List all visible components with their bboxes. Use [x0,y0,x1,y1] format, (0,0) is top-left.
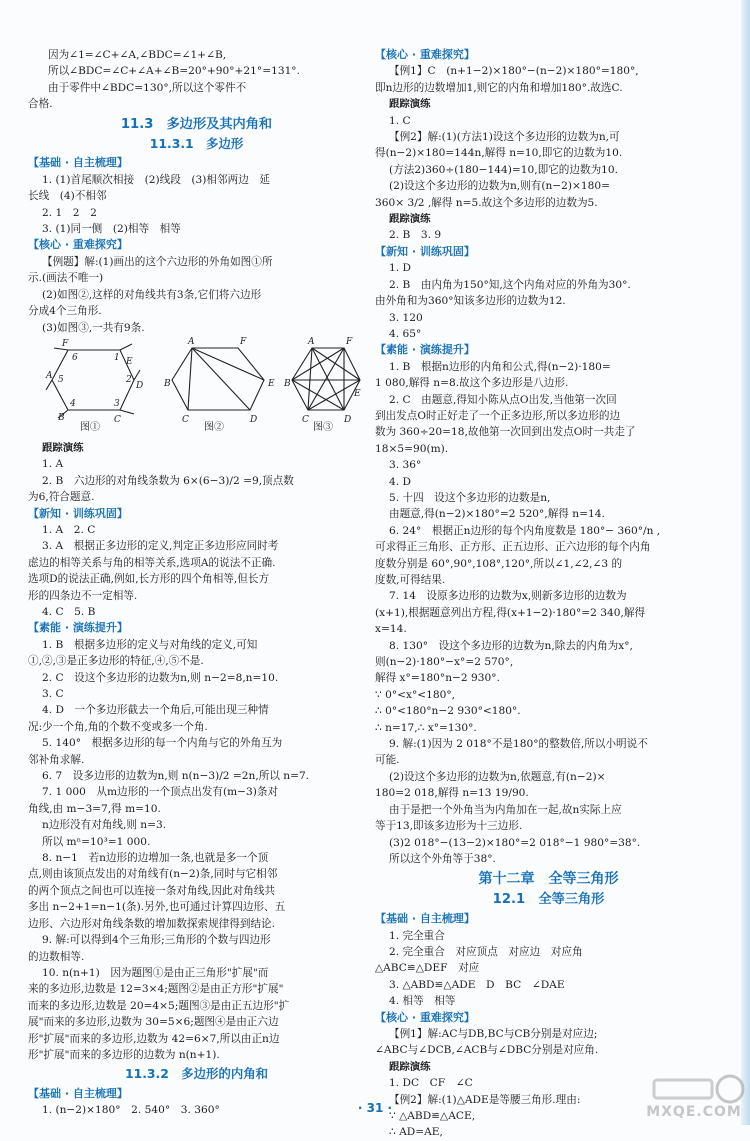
text-line: 1. DC CF ∠C [389,1077,473,1090]
fig2-diagonal-2 [192,348,250,410]
text-line: 4. C 5. B [42,605,96,618]
text-line: 即n边形的边数增加1,则它的内角和增加180°.故选C. [375,81,623,94]
text-line: 所以∠BDC=∠C+∠A+∠B=20°+90°+21°=131°. [48,65,300,78]
text-line: 7. 14 设原多边形的边数为x,则新多边形的边数为 [389,590,627,603]
fig1-label: A [46,370,53,381]
text-line: ∴ AD=AE, [389,1126,443,1139]
watermark-logo [640,1074,748,1122]
fig2-label: D [250,414,258,425]
text-line: 【例题】解:(1)画出的这个六边形的外角如图①所 [42,255,273,268]
text-line: 1. B 根据多边形的定义与对角线的定义,可知 [42,638,258,651]
section-heading: 11.3 多边形及其内角和 [120,116,273,132]
text-line: 到出发点O时正好走了一个正多边形,所以多边形的边 [375,409,621,422]
text-line: 来的多边形,边数是 12=3×4;题图②是由正方形"扩展" [28,983,284,996]
text-line: 5. 十四 设这个多边形的边数是n, [389,491,551,504]
practice-heading: 跟踪演练 [389,213,431,226]
text-line: 而来的多边形,边数是 20=4×5;题图③是由正五边形"扩 [28,999,290,1012]
subsection-heading: 11.3.2 多边形的内角和 [124,1066,269,1082]
text-line: 5. 140° 根据多边形的每一个内角与它的外角互为 [42,737,283,750]
text-line: 由题意,得(n−2)×180°=2 520°,解得 n=14. [389,508,605,521]
section-tag-line [28,506,365,522]
text-line: 9. 解:(1)因为 2 018°不是180°的整数倍,所以小明说不 [389,738,648,751]
text-line: 1. (1)首尾顺次相接 (2)线段 (3)相邻两边 延 [42,173,270,186]
text-line: ∠ABC与∠DCB,∠ACB与∠DBC分别是对应角. [375,1044,599,1057]
section-tag-line [28,1086,365,1102]
text-line: (x+1),根据题意列出方程,得(x+1−2)·180°=2 340,解得 [375,606,646,619]
text-line: 8. 130° 设这个多边形的边数为n,除去的内角为x°, [389,639,633,652]
fig2-label: C [182,414,189,425]
section-tag-line [375,342,722,358]
section-tag-line [28,237,365,253]
section-tag-line [375,244,722,260]
text-line: ∵ △ABD≌△ACE, [389,1110,476,1122]
section-tag: 【素能 · 演练提升】 [28,621,128,635]
text-line: 1. B 根据n边形的内角和公式,得(n−2)·180= [389,360,611,373]
fig2-label: B [164,378,171,389]
text-line: x=14. [375,623,407,636]
text-line: 况:少一个角,角的个数不变或多一个角. [28,720,208,733]
text-line: 等于13,即该多边形为十三边形. [375,820,523,833]
text-line: 为6,符合题意. [28,491,95,504]
hexagon-1 [52,350,134,410]
fig1-extension-1 [120,344,132,350]
section-tag: 【核心 · 重难探究】 [375,1010,475,1024]
text-line: 2. C 设这个多边形的边数为n,则 n−2=8,n=10. [42,671,279,684]
text-line: 【例2】解:(1)(方法1)设这个多边形的边数为n,可 [389,131,620,144]
text-line: (2)如图②,这样的对角线共有3条,它们将六边形 [42,288,262,301]
page-edge-strip [741,0,750,1125]
text-line: 由于是把一个外角当为内角加在一起,故n实际上应 [389,803,622,816]
text-line: 虑边的相等关系与角的相等关系,选项A的说法不正确. [28,556,276,569]
text-line: 3. △ABD≌△ADE D BC ∠DAE [389,978,565,991]
text-line: 长线 (4)不相邻 [28,190,107,203]
fig3-label: E [354,388,361,399]
text-line: 所以这个外角等于38°. [389,852,496,865]
section-tag: 【核心 · 重难探究】 [375,48,475,61]
left-column [28,47,365,1119]
text-line: 解得 x°=180°n−2 930°. [375,672,500,685]
section-tag-line [28,620,365,636]
text-line: 1. C [389,114,411,127]
text-line: 3. A 根据正多边形的定义,判定正多边形应同时考 [42,540,279,553]
fig2-label: A [188,336,195,347]
text-line: (3)如图③,一共有9条. [42,321,145,334]
text-line: 形的四条边不一定相等. [28,589,138,602]
section-heading: 12.1 全等三角形 [492,891,605,907]
text-line: 1. (n−2)×180° 2. 540° 3. 360° [42,1104,220,1117]
figure-caption-1: 图① [80,421,100,433]
fig2-label: E [268,378,275,389]
section-tag: 【新知 · 训练巩固】 [28,506,128,520]
text-line: 18×5=90(m). [375,442,449,455]
text-line: 2. 完全重合 对应顶点 对应边 对应角 [389,945,583,958]
practice-heading: 跟踪演练 [389,1060,431,1073]
fig2-diagonal-3 [192,348,264,380]
section-tag-line [28,155,365,171]
watermark-text: MXQE.COM [646,1104,742,1120]
text-line: (方法2)360÷(180−144)=10,即它的边数为10. [389,163,619,176]
section-tag-line [375,1010,722,1026]
text-line: 示.(画法不唯一) [28,272,104,285]
text-line: 邻补角求解. [28,753,85,766]
subsection-heading: 11.3.1 多边形 [149,136,244,152]
text-line: 4. D [389,475,411,488]
text-line: 360× 3/2 ,解得 n=5.故这个多边形的边数为5. [375,196,598,209]
text-line: 可求得正三角形、正方形、正五边形、正六边形的每个内角 [375,541,651,554]
text-line: 点,则由该顶点发出的对角线有(n−2)条,同时与它相邻 [28,868,278,881]
text-line: 7. 1 000 从m边形的一个顶点出发有(m−3)条对 [42,786,279,799]
text-line: 1. D [389,262,411,275]
text-line: 【例1】C (n+1−2)×180°−(n−2)×180°=180°, [389,65,639,78]
text-line: 10. n(n+1) 因为题图①是由正三角形"扩展"而 [42,966,269,979]
section-tag: 【基础 · 自主梳理】 [28,1086,128,1100]
practice-heading: 跟踪演练 [42,441,84,454]
text-line: 8. n−1 若n边形的边增加一条,也就是多一个顶 [42,852,269,865]
right-column [375,47,722,1141]
text-line: 3. (1)同一侧 (2)相等 相等 [42,223,181,236]
text-line: (2)设这个多边形的边数为n,依题意,有(n−2)× [389,770,606,783]
section-tag: 【核心 · 重难探究】 [28,238,128,252]
fig1-angle-label: 2 [126,374,132,385]
fig3-label: A [308,336,315,347]
text-line: 4. 65° [389,327,422,340]
section-tag: 【新知 · 训练巩固】 [375,244,475,258]
section-tag: 【素能 · 演练提升】 [375,343,475,357]
hexagon-figures [28,336,365,440]
text-line: ∴ n=17,∴ x°=130°. [375,721,477,734]
fig2-label: F [240,336,247,347]
text-line: 的边数相等. [28,950,85,963]
fig1-angle-label: 4 [70,398,76,409]
fig1-label: F [62,338,69,349]
hexagon-2 [172,348,264,410]
text-line: 的两个顶点之间也可以连接一条对角线,因此对角线共 [28,884,276,897]
fig3-label: B [284,378,291,389]
text-line: 2. B 由内角为150°知,这个内角对应的外角为30°. [389,278,631,291]
fig1-label: B [58,412,65,423]
text-line: 合格. [28,98,53,111]
text-line: 选项D的说法正确,例如,长方形的四个角相等,但长方 [28,573,270,586]
fig1-angle-label: 5 [58,374,64,385]
fig2-diagonal-1 [188,348,192,410]
text-line: 180=2 018,解得 n=13 19/90. [375,787,529,800]
text-line: 3. 36° [389,459,422,472]
text-line: 所以 mⁿ=10³=1 000. [42,835,151,848]
text-line: 2. B 六边形的对角线条数为 6×(6−3)/2 =9,顶点数 [42,474,294,487]
text-line: ∵ 0°<x°<180°, [375,688,456,701]
text-line: 则(n−2)·180°−x°=2 570°, [375,656,514,669]
text-line: 3. C [42,688,64,700]
text-line: 1. A [42,458,64,471]
text-line: 数为 360÷20=18,故他第一次回到出发点O时一共走了 [375,426,636,439]
section-tag: 【基础 · 自主梳理】 [375,912,475,926]
text-line: 分成4个三角形. [28,305,102,318]
fig1-label: C [114,414,121,425]
text-line: (2)设这个多边形的边数为n,则有(n−2)×180= [389,180,610,193]
text-line: 3. 120 [389,311,423,324]
text-line: n边形没有对角线,则 n=3. [42,819,167,832]
text-line: 【例1】解:AC与DB,BC与CB分别是对应边; [389,1027,598,1040]
fig1-extension-3 [120,410,134,414]
page-number: · 31 · [357,1101,393,1115]
fig3-label: C [302,414,309,425]
text-line: 4. 相等 相等 [389,995,456,1008]
text-line: 形"扩展"而来的多边形的边数为 n(n+1). [28,1048,220,1061]
text-line: 形"扩展"而来的多边形,边数为 42=6×7,所以由正n边 [28,1032,280,1045]
text-line: 1. A 2. C [42,523,96,536]
fig1-angle-label: 3 [114,398,120,409]
fig1-label: D [136,380,144,391]
fig1-angle-label: 6 [72,352,78,363]
text-line: 角线,由 m−3=7,得 m=10. [28,802,161,815]
text-line: 4. D 一个多边形截去一个角后,可能出现三种情 [42,704,269,717]
text-line: 边形、六边形对角线条数的增加数探索规律得到结论. [28,917,276,930]
fig1-label: E [126,356,133,367]
watermark-seal-icon [640,1074,748,1104]
text-line: 度数,可得结果. [375,574,446,586]
figure-caption-2: 图② [204,421,224,433]
practice-heading: 跟踪演练 [389,98,431,111]
fig1-extension-5 [46,380,52,390]
fig1-extension-2 [134,370,140,380]
section-tag: 【基础 · 自主梳理】 [28,156,128,170]
chapter-heading: 第十二章 全等三角形 [478,871,619,888]
text-line: 2. B 3. 9 [389,229,442,242]
text-line: 多出 n−2+1=n−1(条).另外,也可通过计算四边形、五 [28,901,286,914]
text-line: 2. C 由题意,得知小陈从点O出发,当他第一次回 [389,393,617,406]
text-line: 由于零件中∠BDC=130°,所以这个零件不 [48,81,247,94]
section-tag-line [375,911,722,927]
fig3-diagonal-1 [308,348,312,410]
fig3-label: D [344,414,352,425]
text-line: 6. 7 设多边形的边数为n,则 n(n−3)/2 =2n,所以 n=7. [42,770,310,783]
fig1-angle-label: 1 [114,352,120,363]
text-line: 可能. [375,754,400,767]
text-line: 因为∠1=∠C+∠A,∠BDC=∠1+∠B, [48,49,227,61]
text-line: ∴ 0°<180°n−2 930°<180°. [375,705,521,718]
text-line: 【例2】解:(1)△ADE是等腰三角形.理由: [389,1093,581,1106]
fig3-label: F [346,336,353,347]
text-line: 度数分别是 60°,90°,108°,120°,所以∠1,∠2,∠3 的 [375,557,623,570]
section-tag-line [375,47,722,63]
text-line: 1. 完全重合 [389,929,445,942]
text-line: △ABC≌△DEF 对应 [375,962,480,975]
text-line: ①,②,③是正多边形的特征,④,⑤不是. [28,655,204,668]
text-line: 1 080,解得 n=8.故这个多边形是八边形. [375,377,569,390]
text-line: (3)2 018°−(13−2)×180°=2 018°−1 980°=38°. [389,836,641,849]
text-line: 9. 解:可以得到4个三角形;三角形的个数与四边形 [42,934,271,947]
text-line: 得(n−2)×180=144n,解得 n=10,即它的边数为10. [375,147,623,160]
text-line: 由外角和为360°知该多边形的边数为12. [375,295,566,308]
text-line: 2. 1 2 2 [42,206,97,219]
figure-caption-3: 图③ [313,421,333,433]
text-line: 6. 24° 根据正n边形的每个内角度数是 180°− 360°/n , [389,524,661,537]
text-line: 展"而来的多边形,边数为 30=5×6;题图④是由正六边 [28,1016,279,1029]
